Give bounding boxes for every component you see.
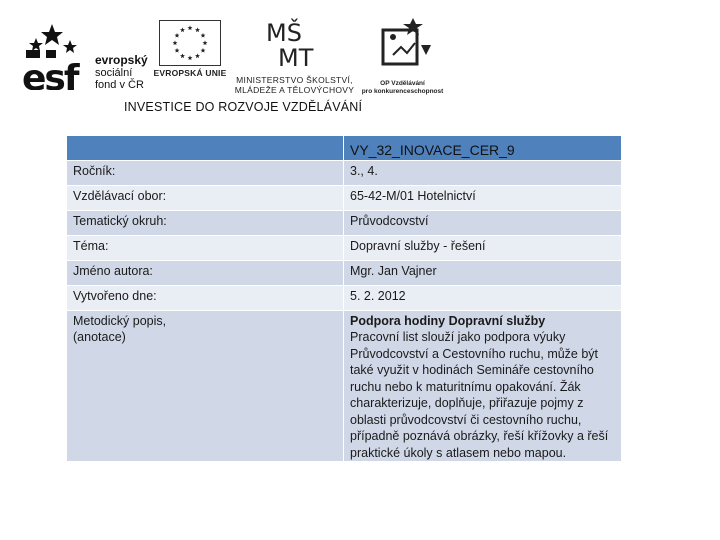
svg-text:MT: MT (277, 44, 313, 68)
svg-text:MŠ: MŠ (265, 19, 302, 47)
opvk-mark-icon (373, 15, 433, 75)
row-value: 65-42-M/01 Hotelnictví (344, 186, 622, 211)
table-row (67, 261, 622, 286)
opvk-line-2: pro konkurenceschopnost (361, 88, 444, 95)
msmt-line-2: MLÁDEŽE A TĚLOVÝCHOVY (234, 85, 355, 95)
row-value: Mgr. Jan Vajner (344, 261, 622, 286)
row-label: Ročník: (67, 161, 344, 186)
esf-line-1: evropský (95, 53, 148, 67)
svg-text:esf: esf (22, 58, 78, 90)
description-label-line-1: Metodický popis, (73, 314, 167, 328)
description-headline: Podpora hodiny Dopravní služby (350, 314, 546, 328)
row-value: 3., 4. (344, 161, 622, 186)
esf-line-2: sociální (95, 66, 133, 79)
material-code: VY_32_INOVACE_CER_9 (344, 136, 622, 161)
description-label-line-2: (anotace) (73, 330, 126, 344)
eu-logo (150, 20, 230, 92)
table-row (67, 161, 622, 186)
row-value: Dopravní služby - řešení (344, 236, 622, 261)
eu-flag-icon (159, 20, 221, 66)
tagline: INVESTICE DO ROZVOJE VZDĚLÁVÁNÍ (124, 100, 363, 114)
msmt-mark-icon (260, 18, 330, 68)
esf-logo (22, 20, 152, 95)
description-value (344, 311, 622, 462)
msmt-label (232, 75, 357, 95)
eu-label: EVROPSKÁ UNIE (153, 68, 227, 78)
esf-mark-icon (22, 20, 92, 90)
row-label: Vytvořeno dne: (67, 286, 344, 311)
table-row (67, 211, 622, 236)
esf-line-3: fond v ČR (95, 79, 144, 91)
opvk-logo (360, 15, 445, 95)
msmt-logo (232, 18, 357, 93)
description-label (67, 311, 344, 462)
table-row (67, 286, 622, 311)
description-body: Pracovní list slouží jako podpora výuky Průvodcovství a Cestovního ruchu, může být také využit v hodinách Semináře cestovního ruchu nebo k maturitnímu opakování. Žák charakterizuje, doplňuje, přiřazuje pojmy z oblasti průvodcovství či cestovního ruchu, případně poznává obrázky, řeší křížovky a řeší praktické úkoly s atlasem nebo mapou. (350, 330, 609, 460)
row-value: Průvodcovství (344, 211, 622, 236)
row-label: Tematický okruh: (67, 211, 344, 236)
header-empty-cell (67, 136, 344, 161)
row-value: 5. 2. 2012 (344, 286, 622, 311)
row-label: Jméno autora: (67, 261, 344, 286)
table-row (67, 236, 622, 261)
msmt-line-1: MINISTERSTVO ŠKOLSTVÍ, (236, 75, 353, 85)
row-label: Vzdělávací obor: (67, 186, 344, 211)
table-header-row (67, 136, 622, 161)
opvk-label (360, 80, 445, 96)
table-row-description (67, 311, 622, 462)
row-label: Téma: (67, 236, 344, 261)
esf-text (95, 54, 148, 92)
logo-strip (0, 0, 720, 130)
info-table (66, 135, 622, 462)
opvk-line-1: OP Vzdělávání (380, 80, 425, 87)
table-row (67, 186, 622, 211)
